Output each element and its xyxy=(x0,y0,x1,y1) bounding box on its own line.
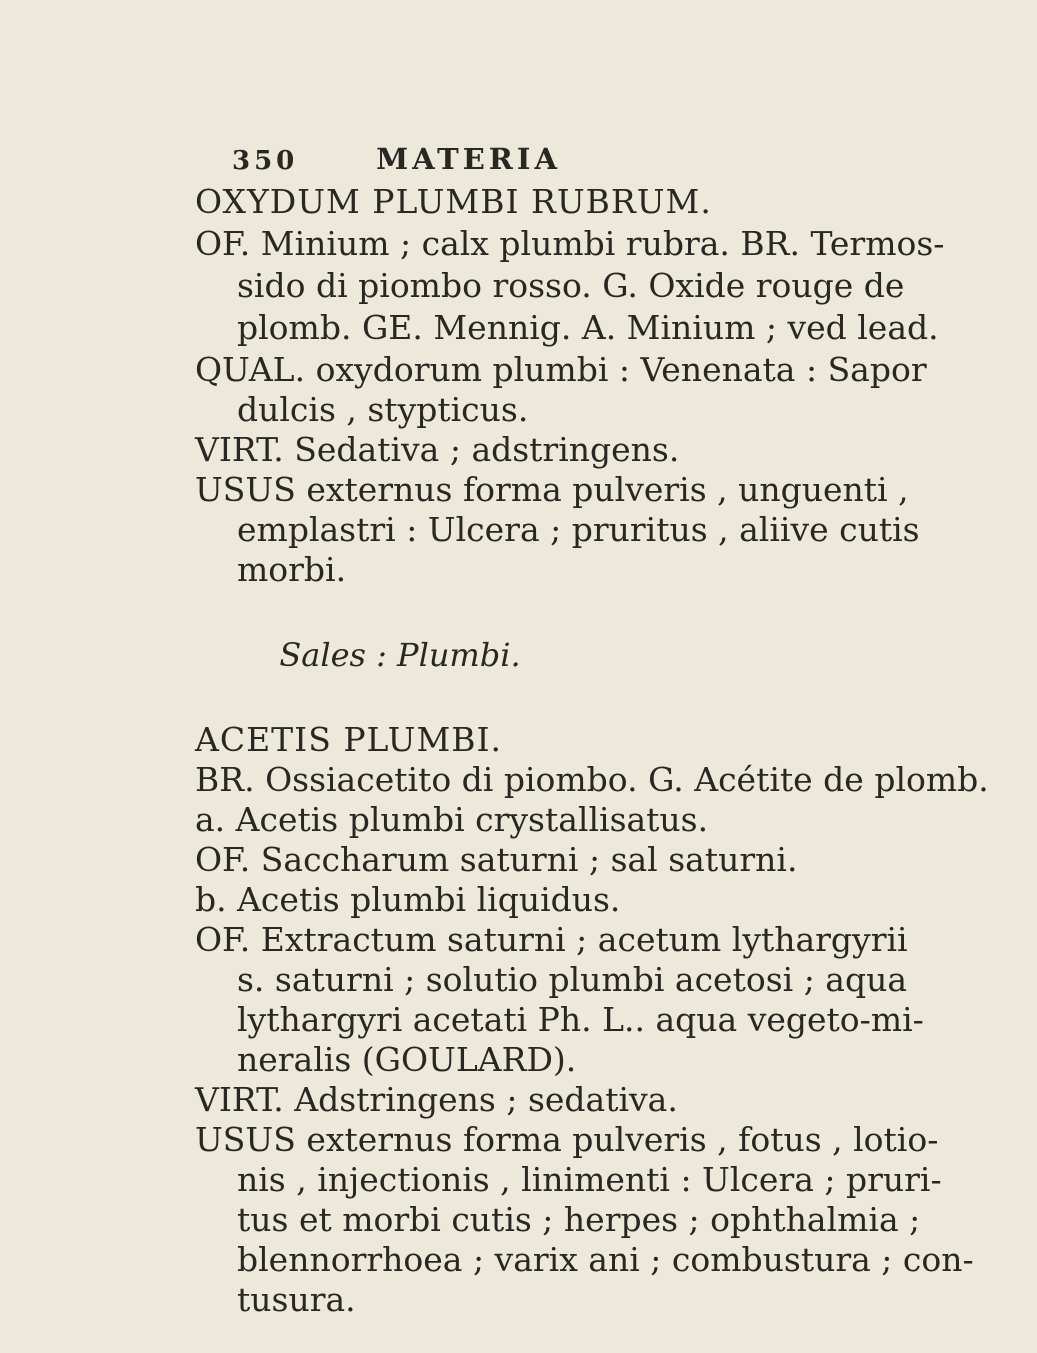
entry-line: s. saturni ; solutio plumbi acetosi ; aqua xyxy=(237,960,908,999)
entry-line: OF. Extractum saturni ; acetum lythargyrii xyxy=(195,920,908,959)
entry-line: neralis (GOULARD). xyxy=(237,1040,577,1079)
entry-line: lythargyri acetati Ph. L.. aqua vegeto-mi- xyxy=(237,1000,924,1039)
entry-line: USUS externus forma pulveris , unguenti , xyxy=(195,470,909,509)
entry-line: a. Acetis plumbi crystallisatus. xyxy=(195,800,709,839)
entry-title-oxydum-plumbi-rubrum: OXYDUM PLUMBI RUBRUM. xyxy=(195,182,712,221)
entry-line: VIRT. Adstringens ; sedativa. xyxy=(195,1080,678,1119)
entry-line: plomb. GE. Mennig. A. Minium ; ved lead. xyxy=(237,308,939,347)
entry-line: dulcis , stypticus. xyxy=(237,390,529,429)
page-header xyxy=(232,142,652,176)
entry-line: nis , injectionis , linimenti : Ulcera ; pruri- xyxy=(237,1160,942,1199)
entry-title-acetis-plumbi: ACETIS PLUMBI. xyxy=(195,720,503,759)
entry-line: emplastri : Ulcera ; pruritus , aliive cutis xyxy=(237,510,920,549)
entry-line: OF. Saccharum saturni ; sal saturni. xyxy=(195,840,798,879)
entry-line: morbi. xyxy=(237,550,347,589)
subheading-sales-plumbi: Sales : Plumbi. xyxy=(279,636,521,674)
entry-line: USUS externus forma pulveris , fotus , lotio- xyxy=(195,1120,939,1159)
entry-line: tus et morbi cutis ; herpes ; ophthalmia ; xyxy=(237,1200,921,1239)
entry-line: QUAL. oxydorum plumbi : Venenata : Sapor xyxy=(195,350,927,389)
page-number: 350 xyxy=(232,146,299,176)
running-title: MATERIA xyxy=(376,142,561,176)
entry-line: OF. Minium ; calx plumbi rubra. BR. Termos- xyxy=(195,224,945,263)
entry-line: VIRT. Sedativa ; adstringens. xyxy=(195,430,680,469)
entry-line: tusura. xyxy=(237,1280,356,1319)
entry-line: b. Acetis plumbi liquidus. xyxy=(195,880,621,919)
entry-line: sido di piombo rosso. G. Oxide rouge de xyxy=(237,266,905,305)
entry-line: BR. Ossiacetito di piombo. G. Acétite de plomb. xyxy=(195,760,989,799)
entry-line: blennorrhoea ; varix ani ; combustura ; con- xyxy=(237,1240,974,1279)
